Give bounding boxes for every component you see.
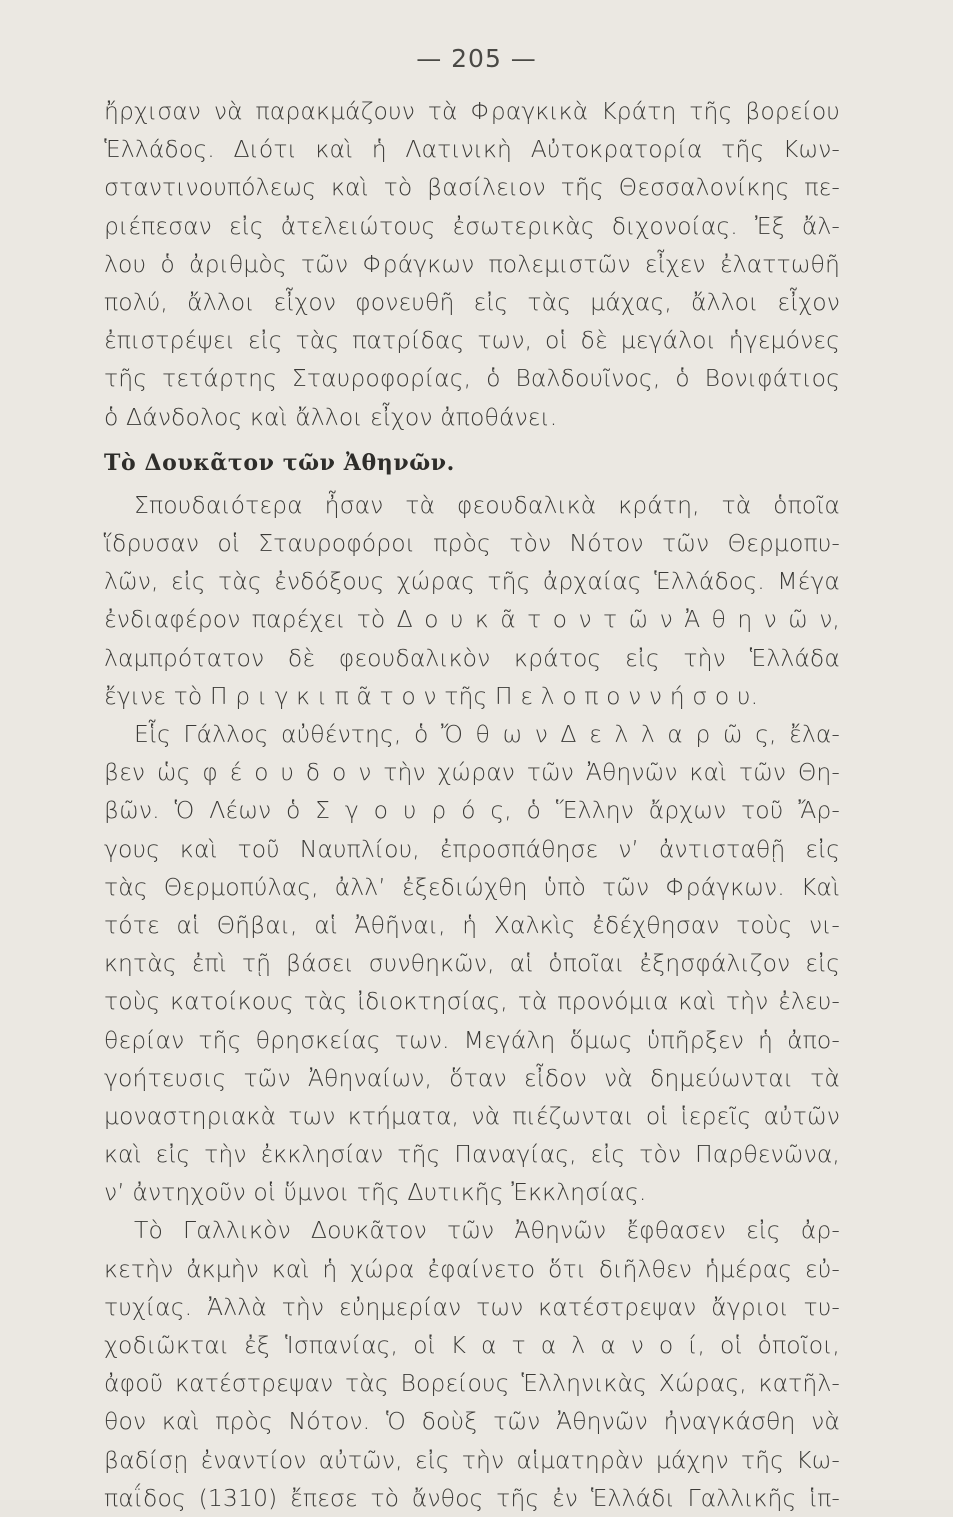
text-line: παΐδος (1310) ἔπεσε τὸ ἄνθος τῆς ἐν Ἑλλάδι Γαλλικῆς ἱπ- bbox=[104, 1483, 840, 1512]
text-line: Τὸ Γαλλικὸν Δουκᾶτον τῶν Ἀθηνῶν ἔφθασεν εἰς ἀρ- bbox=[134, 1216, 840, 1245]
text-line: κετὴν ἀκμὴν καὶ ἡ χώρα ἐφαίνετο ὅτι διῆλθεν ἡμέρας εὐ- bbox=[104, 1254, 840, 1283]
text-line: λαμπρότατον δὲ φεουδαλικὸν κράτος εἰς τὴν Ἑλλάδα bbox=[104, 643, 840, 672]
text-line: τυχίας. Ἀλλὰ τὴν εὐημερίαν των κατέστρεψαν ἄγριοι τυ- bbox=[104, 1292, 840, 1321]
text-line: χοδιῶκται ἐξ Ἱσπανίας, οἱ Κ α τ α λ α ν ο ί, οἱ ὁποῖοι, bbox=[104, 1331, 840, 1359]
text-line: μοναστηριακὰ των κτήματα, νὰ πιέζωνται οἱ ἱερεῖς αὐτῶν bbox=[104, 1101, 840, 1130]
text-line: πολύ, ἄλλοι εἶχον φονευθῆ εἰς τὰς μάχας, ἄλλοι εἶχον bbox=[104, 287, 840, 316]
text-line: γοήτευσις τῶν Ἀθηναίων, ὅταν εἶδον νὰ δημεύωνται τὰ bbox=[104, 1063, 840, 1092]
text-line: σταντινουπόλεως καὶ τὸ βασίλειον τῆς Θεσσαλονίκης πε- bbox=[104, 173, 840, 202]
text-line: ριέπεσαν εἰς ἀτελειώτους ἐσωτερικὰς διχονοίας. Ἐξ ἄλ- bbox=[104, 211, 840, 240]
text-line: ὁ Δάνδολος καὶ ἄλλοι εἶχον ἀποθάνει. bbox=[104, 402, 558, 431]
text-line: ἤρχισαν νὰ παρακμάζουν τὰ Φραγκικὰ Κράτη τῆς βορείου bbox=[104, 97, 840, 125]
text-line: βῶν. Ὁ Λέων ὁ Σ γ ο υ ρ ό ς, ὁ Ἕλλην ἄρχων τοῦ Ἄρ- bbox=[104, 796, 840, 825]
section-heading: Τὸ Δουκᾶτον τῶν Ἀθηνῶν. bbox=[104, 449, 455, 476]
text-line: ἔγινε τὸ Π ρ ι γ κ ι π ᾶ τ ο ν τῆς Π ε λ ο π ο ν ν ή σ ο υ. bbox=[104, 681, 759, 710]
text-line: ἀφοῦ κατέστρεψαν τὰς Βορείους Ἑλληνικὰς Χώρας, κατῆλ- bbox=[104, 1369, 840, 1398]
text-line: βαδίσῃ ἐναντίον αὐτῶν, εἰς τὴν αἱματηρὰν μάχην τῆς Κω- bbox=[104, 1445, 840, 1474]
text-line: Σπουδαιότερα ἦσαν τὰ φεουδαλικὰ κράτη, τὰ ὁποῖα bbox=[134, 490, 840, 519]
body-text bbox=[104, 92, 840, 1517]
page-number: — 205 — bbox=[416, 44, 537, 73]
text-line: Ἑλλάδος. Διότι καὶ ἡ Λατινικὴ Αὐτοκρατορία τῆς Κων- bbox=[104, 135, 840, 164]
text-line: τὰς Θερμοπύλας, ἀλλ’ ἐξεδιώχθη ὑπὸ τῶν Φράγκων. Καὶ bbox=[104, 872, 840, 901]
text-line: λῶν, εἰς τὰς ἐνδόξους χώρας τῆς ἀρχαίας Ἑλλάδος. Μέγα bbox=[104, 567, 840, 596]
text-line: λου ὁ ἀριθμὸς τῶν Φράγκων πολεμιστῶν εἶχεν ἐλαττωθῆ bbox=[104, 249, 840, 278]
text-line: τῆς τετάρτης Σταυροφορίας, ὁ Βαλδουῖνος, ὁ Βονιφάτιος bbox=[104, 364, 840, 393]
text-line: βεν ὡς φ έ ο υ δ ο ν τὴν χώραν τῶν Ἀθηνῶν καὶ τῶν Θη- bbox=[104, 758, 840, 787]
text-line: ἐνδιαφέρον παρέχει τὸ Δ ο υ κ ᾶ τ ο ν τ ῶ ν Ἀ θ η ν ῶ ν, bbox=[104, 605, 840, 634]
text-line: γους καὶ τοῦ Ναυπλίου, ἐπροσπάθησε ν’ ἀντισταθῇ εἰς bbox=[104, 834, 840, 863]
text-line: τοὺς κατοίκους τὰς ἰδιοκτησίας, τὰ προνόμια καὶ τὴν ἐλευ- bbox=[104, 987, 840, 1016]
text-line: ν’ ἀντηχοῦν οἱ ὕμνοι τῆς Δυτικῆς Ἐκκλησίας. bbox=[104, 1178, 647, 1207]
text-line: κητὰς ἐπὶ τῇ βάσει συνθηκῶν, αἱ ὁποῖαι ἐξησφάλιζον εἰς bbox=[104, 949, 840, 978]
text-line: καὶ εἰς τὴν ἐκκλησίαν τῆς Παναγίας, εἰς τὸν Παρθενῶνα, bbox=[104, 1140, 840, 1169]
text-line: θερίαν τῆς θρησκείας των. Μεγάλη ὅμως ὑπῆρξεν ἡ ἀπο- bbox=[104, 1025, 840, 1054]
text-line: ἐπιστρέψει εἰς τὰς πατρίδας των, οἱ δὲ μεγάλοι ἡγεμόνες bbox=[104, 326, 840, 355]
text-line: Εἷς Γάλλος αὐθέντης, ὁ Ὄ θ ω ν Δ ε λ λ α ρ ῶ ς, ἔλα- bbox=[134, 720, 840, 748]
text-line: θον καὶ πρὸς Νότον. Ὁ δοὺξ τῶν Ἀθηνῶν ἠναγκάσθη νὰ bbox=[104, 1407, 840, 1436]
text-line: τότε αἱ Θῆβαι, αἱ Ἀθῆναι, ἡ Χαλκὶς ἐδέχθησαν τοὺς νι- bbox=[104, 910, 840, 939]
text-line: ἵδρυσαν οἱ Σταυροφόροι πρὸς τὸν Νότον τῶν Θερμοπυ- bbox=[104, 529, 840, 558]
